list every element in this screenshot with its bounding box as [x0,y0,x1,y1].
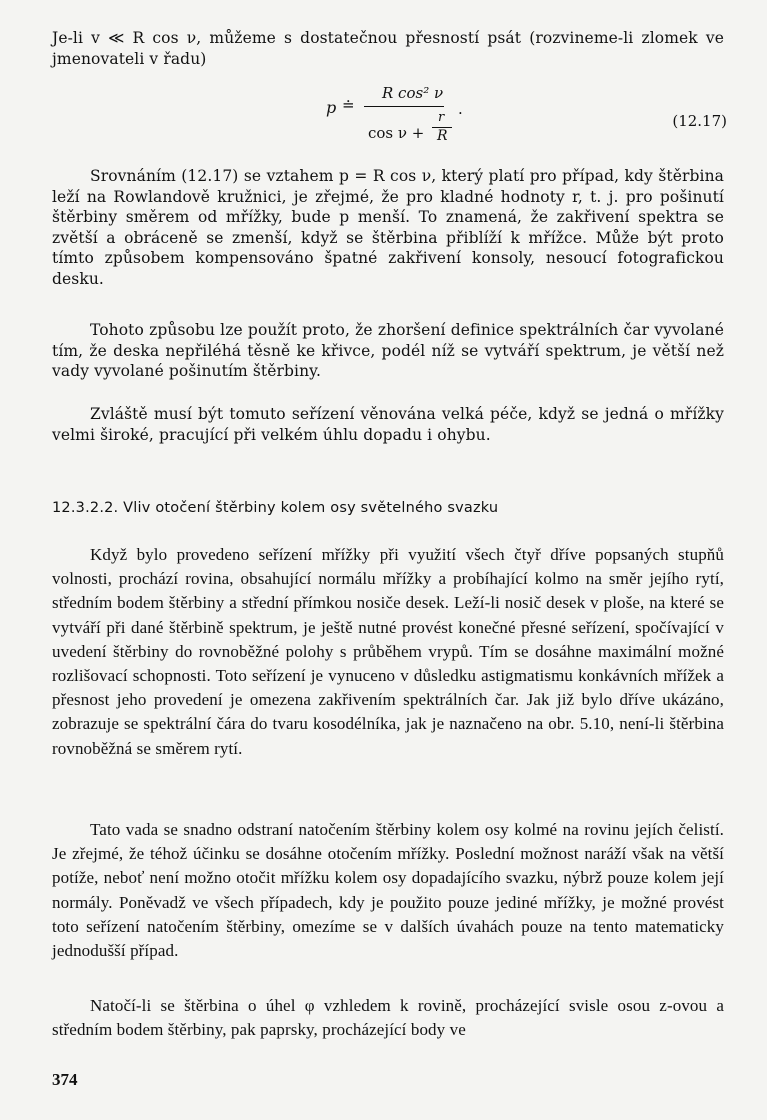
paragraph-2: Tohoto způsobu lze použít proto, že zhoršení definice spektrálních čar vyvolané tím, že deska nepřiléhá těsně ke křivce, podél níž se vytváří spektrum, je větší než vady vyvolané pošinutím štěrbiny. [52,321,724,380]
formula-approx-sign: ≐ [342,96,355,114]
paragraph-1: Srovnáním (12.17) se vztahem p = R cos ν, který platí pro případ, kdy štěrbina leží na Rowlandově kružnici, je zřejmé, že pro kladné hodnoty r, t. j. pro pošinutí štěrbiny směrem od mřížky, bude p menší. To znamená, že zakřivení spektra se zvětší a obráceně se zmenší, když se štěrbina přiblíží k mřížce. Může být proto tímto způsobem kompensováno špatné zakřivení konsoly, nesoucí fotografickou desku. [52,167,724,288]
formula-lhs: p [326,98,337,117]
paragraph-6: Natočí-li se štěrbina o úhel φ vzhledem k rovině, procházející svisle osou z-ovou a středním bodem štěrbiny, pak paprsky, procházející body ve [52,996,724,1040]
paragraph-5: Tato vada se snadno odstraní natočením štěrbiny kolem osy kolmé na rovinu jejích čelistí. Je zřejmé, že téhož účinku se dosáhne otočením mřížky. Poslední možnost naráží však na větší potíže, neboť není možno otočit mřížku kolem osy dopadajícího svazku, nýbrž pouze kolem její normály. Poněvadž ve všech případech, kdy je použito pouze jediné mřížky, je možné provést toto seřízení natočením štěrbiny, omezíme se v dalších úvahách pouze na tento matematicky jednodušší případ. [52,820,724,961]
formula-12-17 [0,0,767,160]
intro-text: Je-li v ≪ R cos ν, můžeme s dostatečnou přesností psát (rozvineme-li zlomek ve jmenovateli v řadu) [52,29,724,68]
formula-denominator-prefix: cos ν + [368,124,425,142]
formula-inner-denominator: R [437,128,448,144]
formula-numerator: R cos² ν [382,84,444,102]
paragraph-4: Když bylo provedeno seřízení mřížky při využití všech čtyř dříve popsaných stupňů volnosti, prochází rovina, obsahující normálu mřížky a probíhající kolmo na směr jejího rytí, středním bodem štěrbiny a střední přímkou nosiče desek. Leží-li nosič desek v ploše, na které se vytváří při dané štěrbině spektrum, je ještě nutné provést konečné přesné seřízení, spočívající v uvedení štěrbiny do rovnoběžné polohy s průběhem vrypů. Tím se dosáhne maximální možné rozlišovací schopnosti. Toto seřízení je vynuceno v důsledku astigmatismu konkávních mřížek a přesnost jeho provedení je omezena zakřivením spektrálních čar. Jak již bylo dříve ukázáno, zobrazuje se spektrální čára do tvaru kosodélníka, jak je naznačeno na obr. 5.10, není-li štěrbina rovnoběžná se směrem rytí. [52,545,724,758]
section-heading: 12.3.2.2. Vliv otočení štěrbiny kolem osy světelného svazku [52,500,499,516]
paragraph-3: Zvláště musí být tomuto seřízení věnována velká péče, když se jedná o mřížky velmi široké, pracující při velkém úhlu dopadu i ohybu. [52,405,724,444]
equation-number: (12.17) [672,112,727,130]
formula-trailing: . [458,100,463,118]
formula-main-bar [364,106,444,107]
page-number: 374 [52,1070,78,1089]
formula-inner-numerator: r [438,110,445,125]
